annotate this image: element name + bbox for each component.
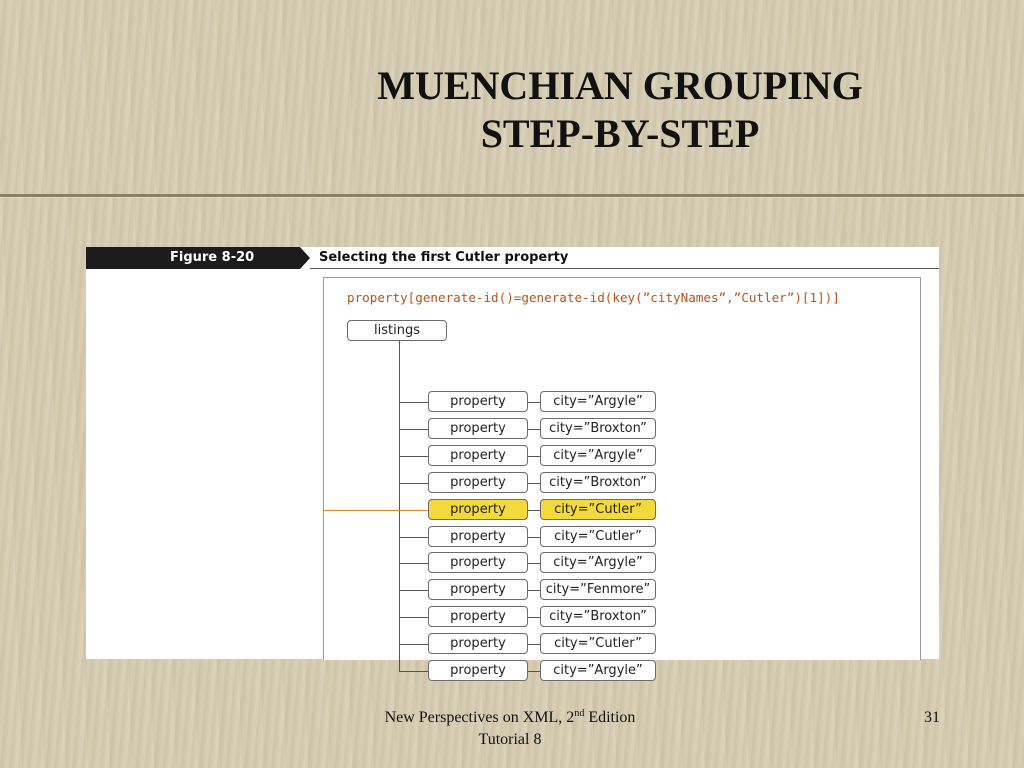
attribute-connector-line xyxy=(528,510,540,511)
attribute-connector-line xyxy=(528,563,540,564)
attribute-connector-line xyxy=(528,402,540,403)
property-node: property xyxy=(428,499,528,520)
figure-header xyxy=(86,247,939,269)
tree-branch-line xyxy=(399,644,428,645)
property-node: property xyxy=(428,579,528,600)
tree-branch-line xyxy=(399,617,428,618)
listings-node: listings xyxy=(347,320,447,341)
slide-title-line-2: STEP-BY-STEP xyxy=(480,111,760,156)
attribute-connector-line xyxy=(528,590,540,591)
xpath-expression: property[generate-id()=generate-id(key(”cityNames”,”Cutler”)[1])] xyxy=(347,290,840,305)
property-node: property xyxy=(428,552,528,573)
figure-caption: Selecting the first Cutler property xyxy=(319,250,569,265)
attribute-connector-line xyxy=(528,456,540,457)
attribute-connector-line xyxy=(528,617,540,618)
attribute-connector-line xyxy=(528,671,540,672)
title-divider xyxy=(0,194,1024,197)
slide-number: 31 xyxy=(924,709,940,726)
footer-line-1 xyxy=(340,707,680,729)
city-attribute-node: city=”Argyle” xyxy=(540,660,656,681)
footer-text: New Perspectives on XML, 2 xyxy=(384,709,575,726)
city-attribute-node: city=”Argyle” xyxy=(540,552,656,573)
property-node: property xyxy=(428,526,528,547)
tree-branch-line xyxy=(399,537,428,538)
tree-trunk-line xyxy=(399,341,400,671)
tree-panel xyxy=(323,277,921,678)
footer-line-2: Tutorial 8 xyxy=(478,731,542,748)
property-node: property xyxy=(428,660,528,681)
attribute-connector-line xyxy=(528,483,540,484)
city-attribute-node: city=”Cutler” xyxy=(540,526,656,547)
tree-branch-line xyxy=(399,402,428,403)
tree-branch-line xyxy=(399,590,428,591)
attribute-connector-line xyxy=(528,537,540,538)
tree-branch-line xyxy=(399,456,428,457)
city-attribute-node: city=”Argyle” xyxy=(540,391,656,412)
figure-label-arrow xyxy=(300,247,310,269)
footer xyxy=(340,707,680,751)
attribute-connector-line xyxy=(528,644,540,645)
property-node: property xyxy=(428,633,528,654)
figure-image xyxy=(86,247,939,678)
city-attribute-node: city=”Fenmore” xyxy=(540,579,656,600)
city-attribute-node: city=”Argyle” xyxy=(540,445,656,466)
city-attribute-node: city=”Cutler” xyxy=(540,633,656,654)
property-node: property xyxy=(428,445,528,466)
city-attribute-node: city=”Broxton” xyxy=(540,472,656,493)
tree-branch-line xyxy=(399,671,428,672)
city-attribute-node: city=”Broxton” xyxy=(540,418,656,439)
property-node: property xyxy=(428,391,528,412)
property-node: property xyxy=(428,606,528,627)
figure-caption-underline xyxy=(310,268,939,269)
tree-branch-line xyxy=(399,563,428,564)
tree-branch-line xyxy=(324,510,428,511)
footer-text-edition: Edition xyxy=(584,709,636,726)
figure-label: Figure 8-20 xyxy=(170,250,255,265)
tree-branch-line xyxy=(399,483,428,484)
property-node: property xyxy=(428,472,528,493)
slide-title xyxy=(300,62,940,158)
property-node: property xyxy=(428,418,528,439)
city-attribute-node: city=”Cutler” xyxy=(540,499,656,520)
slide-title-line-1: MUENCHIAN GROUPING xyxy=(377,63,863,108)
city-attribute-node: city=”Broxton” xyxy=(540,606,656,627)
footer-superscript: nd xyxy=(574,708,585,719)
tree-branch-line xyxy=(399,429,428,430)
attribute-connector-line xyxy=(528,429,540,430)
